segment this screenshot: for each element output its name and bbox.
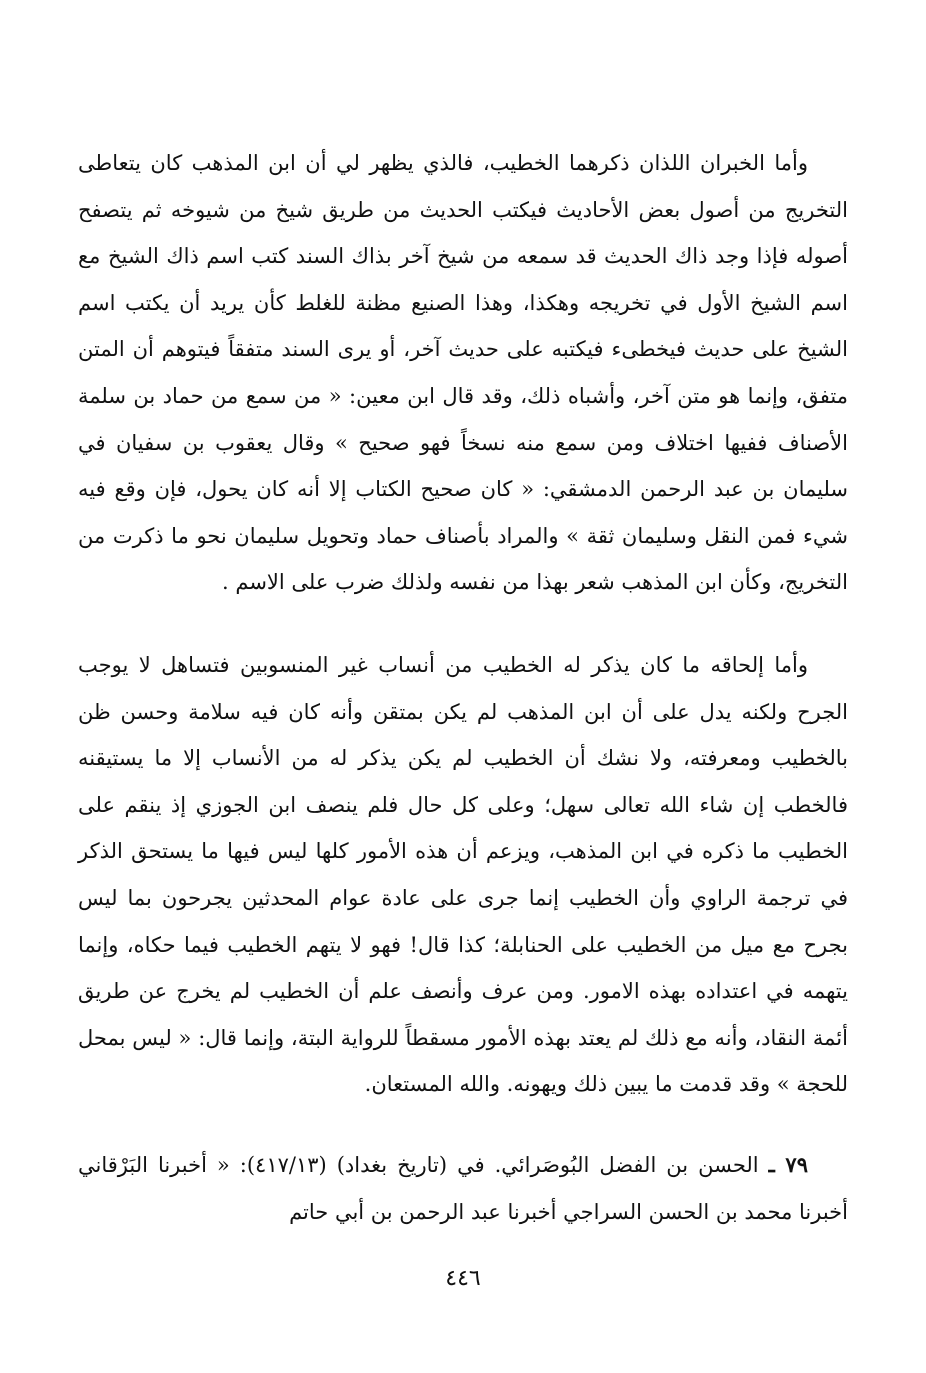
paragraph-1: وأما الخبران اللذان ذكرهما الخطيب، فالذي يظهر لي أن ابن المذهب كان يتعاطى التخريج من أصول بعض الأحاديث فيكتب الحديث من طريق شيخ من شيوخه ثم يتصفح أصوله فإذا وجد ذاك الحديث قد سمعه من شيخ آخر بذاك السند كتب اسم ذاك الشيخ مع اسم الشيخ الأول في تخريجه وهكذا، وهذا الصنيع مظنة للغلط كأن يريد أن يكتب اسم الشيخ على حديث فيخطىء فيكتبه على حديث آخر، أو يرى السند متفقاً فيتوهم أن المتن متفق، وإنما هو متن آخر، وأشباه ذلك، وقد قال ابن معين: « من سمع من حماد بن سلمة الأصناف ففيها اختلاف ومن سمع منه نسخاً فهو صحيح » وقال يعقوب بن سفيان في سليمان بن عبد الرحمن الدمشقي: « كان صحيح الكتاب إلا أنه كان يحول، فإن وقع فيه شيء فمن النقل وسليمان ثقة » والمراد بأصناف حماد وتحويل سليمان نحو ما ذكرت من التخريج، وكأن ابن المذهب شعر بهذا من نفسه ولذلك ضرب على الاسم .: [78, 151, 848, 595]
entry-number: ٧٩ ـ: [768, 1152, 808, 1177]
paragraph-2: وأما إلحاقه ما كان يذكر له الخطيب من أنساب غير المنسوبين فتساهل لا يوجب الجرح ولكنه يدل على أن ابن المذهب لم يكن بمتقن وأنه كان فيه سلامة وحسن ظن بالخطيب ومعرفته، ولا نشك أن الخطيب لم يكن يذكر له من الأنساب إلا ما يستيقنه فالخطب إن شاء الله تعالى سهل؛ وعلى كل حال فلم ينصف ابن الجوزي إذ ينقم على الخطيب ما ذكره في ابن المذهب، ويزعم أن هذه الأمور كلها ليس فيها ما يستحق الذكر في ترجمة الراوي وأن الخطيب إنما جرى على عادة عوام المحدثين يجرحون بما ليس بجرح مع ميل من الخطيب على الحنابلة؛ كذا قال! فهو لا يتهم الخطيب فيما حكاه، وإنما يتهمه في اعتداده بهذه الامور. ومن عرف وأنصف علم أن الخطيب لم يخرج عن طريق أئمة النقاد، وأنه مع ذلك لم يعتد بهذه الأمور مسقطاً للرواية البتة، وإنما قال: « ليس بمحل للحجة » وقد قدمت ما يبين ذلك ويهونه. والله المستعان.: [78, 653, 848, 1097]
entry-text: الحسن بن الفضل البُوصَرائي. في (تاريخ بغداد) (٤١٧/١٣): « أخبرنا البَرْقاني أخبرنا محمد بن الحسن السراجي أخبرنا عبد الرحمن بن أبي حاتم: [78, 1153, 848, 1224]
page-number: ٤٤٦: [445, 1266, 481, 1291]
biography-entry: [78, 1142, 848, 1235]
